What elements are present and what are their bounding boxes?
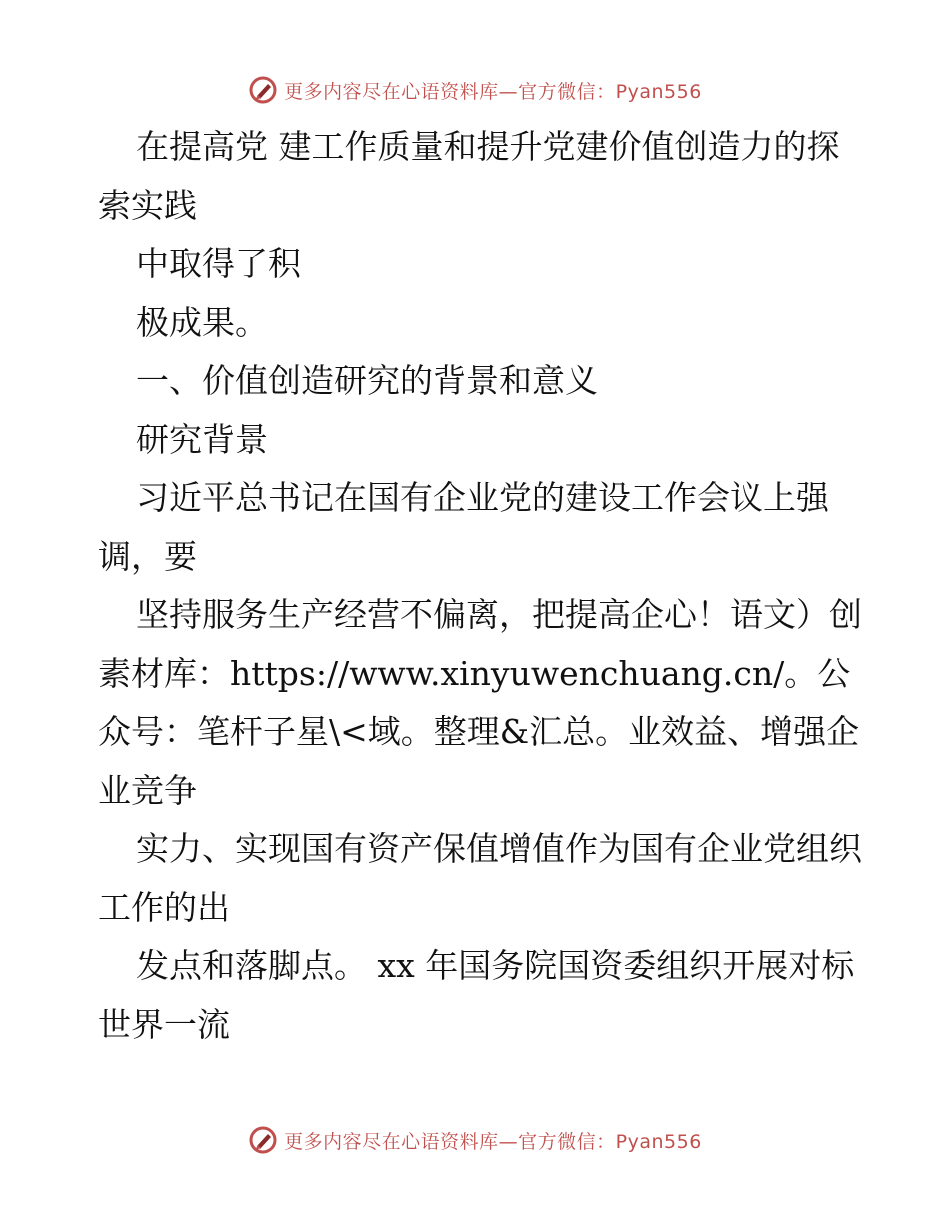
- paragraph: 习近平总书记在国有企业党的建设工作会议上强调，要: [98, 478, 829, 576]
- section-heading: 一、价值创造研究的背景和意义: [136, 361, 598, 400]
- footer-watermark: [0, 1120, 950, 1160]
- paragraph: 中取得了积: [136, 244, 301, 283]
- paragraph: 极成果。: [136, 302, 268, 342]
- paragraph: 在提高党 建工作质量和提升党建价值创造力的探索实践: [98, 127, 840, 225]
- subsection-heading: 研究背景: [136, 419, 268, 459]
- watermark-text: 更多内容尽在心语资料库—官方微信：Pyan556: [284, 1130, 702, 1153]
- document-body: [98, 118, 868, 1054]
- pen-seal-icon: [248, 75, 278, 105]
- paragraph: 发点和落脚点。 xx 年国务院国资委组织开展对标世界一流: [98, 946, 855, 1044]
- pen-seal-icon: [248, 1125, 278, 1155]
- paragraph: 坚持服务生产经营不偏离，把提高企心！语文）创素材库：https://www.xinyuwenchuang.cn/。公众号：笔杆子星\<域。整理&汇总。业效益、增强企业竞争: [98, 595, 862, 810]
- paragraph: 实力、实现国有资产保值增值作为国有企业党组织工作的出: [98, 829, 862, 927]
- watermark-text: 更多内容尽在心语资料库—官方微信：Pyan556: [284, 80, 702, 103]
- header-watermark: [0, 70, 950, 110]
